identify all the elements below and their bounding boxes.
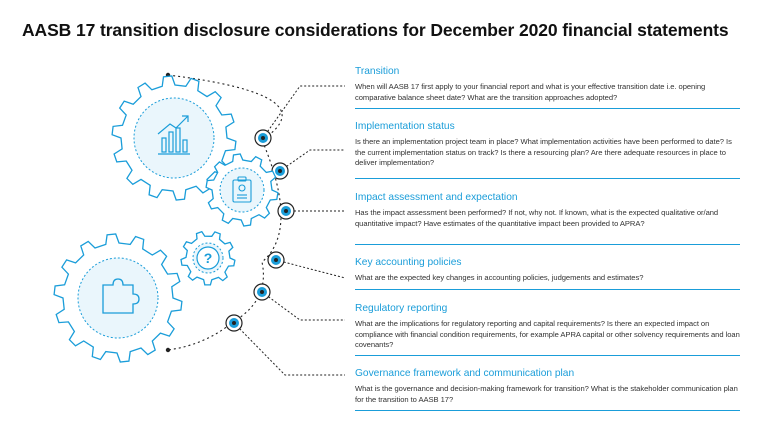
section-divider (355, 108, 740, 109)
section-heading: Impact assessment and expectation (355, 192, 518, 203)
section-divider (355, 289, 740, 290)
section-6 (355, 368, 740, 405)
question-mark-icon (197, 247, 219, 269)
gear-medium (206, 154, 278, 226)
section-4 (355, 257, 740, 284)
section-text: When will AASB 17 first apply to your financial report and what is your effective transition date i.e. opening comparative balance sheet date? What are the transition approaches adopted? (355, 82, 706, 102)
section-5 (355, 303, 740, 351)
node-impact (278, 203, 294, 219)
section-heading: Implementation status (355, 121, 455, 132)
section-heading: Governance framework and communication plan (355, 368, 575, 379)
section-2 (355, 121, 740, 169)
svg-text:?: ? (203, 250, 213, 266)
section-text: Is there an implementation project team in place? What implementation activities have been performed to date? Is the current implementation status on track? Is there a resourcing plan? Are there adequate resources in place to deliver implementation? (355, 137, 732, 167)
page-title: AASB 17 transition disclosure considerations for December 2020 financial statements (22, 20, 729, 40)
gear-large-bottom (54, 234, 182, 362)
section-heading: Regulatory reporting (355, 303, 448, 314)
section-3 (355, 192, 740, 229)
section-heading: Key accounting policies (355, 257, 462, 268)
node-governance (226, 315, 242, 331)
section-divider (355, 178, 740, 179)
node-accounting (268, 252, 284, 268)
section-text: What is the governance and decision-making framework for transition? What is the stakeholder communication plan for the transition to AASB 17? (355, 384, 738, 404)
section-divider (355, 410, 740, 411)
section-text: What are the implications for regulatory reporting and capital requirements? Is there an expected impact on compliance with financial condition requirements, for example APRA capital or other solvency requirements and loan covenants? (355, 319, 740, 349)
section-heading: Transition (355, 66, 400, 77)
section-text: Has the impact assessment been performed? If not, why not. If known, what is the expected qualitative or/and quantitative impact? Have estimates of the quantitative impact been provided to APRA? (355, 208, 719, 228)
connector-lines (234, 86, 345, 375)
section-divider (355, 244, 740, 245)
section-text: What are the expected key changes in accounting policies, judgements and estimates? (355, 273, 644, 282)
section-1 (355, 66, 740, 103)
node-regulatory (254, 284, 270, 300)
arc-end-dot-bottom (166, 348, 170, 352)
section-divider (355, 355, 740, 356)
node-transition (255, 130, 271, 146)
